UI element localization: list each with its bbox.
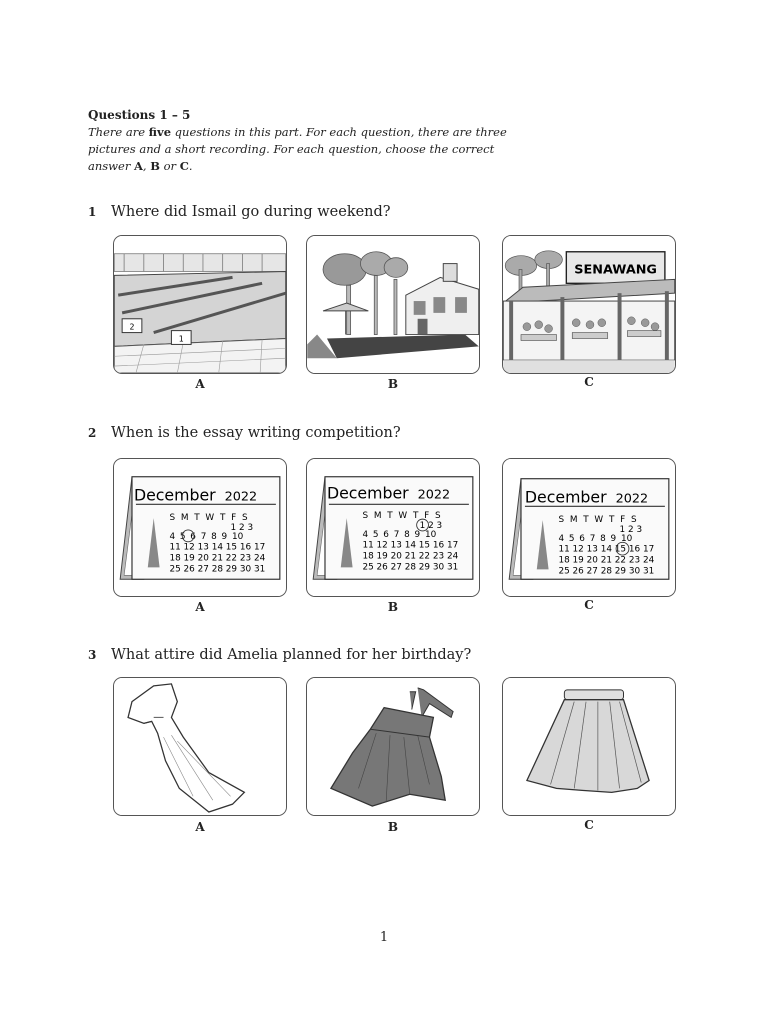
q3-option-b-picture[interactable] bbox=[306, 677, 480, 816]
desk-calendar-icon bbox=[503, 459, 675, 596]
calendar-month: December bbox=[326, 483, 409, 503]
lane-marker-1: 1 bbox=[178, 334, 184, 344]
q2-label-c: C bbox=[584, 598, 594, 612]
calendar-year: 2022 bbox=[615, 491, 649, 507]
calendar-row-1: 1 2 3 bbox=[619, 524, 643, 535]
q2-option-a-picture[interactable] bbox=[113, 458, 287, 597]
calendar-month: December bbox=[524, 487, 607, 507]
question-text: When is the essay writing competition? bbox=[111, 425, 401, 441]
calendar-row-4: 18 19 20 21 22 23 24 bbox=[169, 553, 266, 564]
q3-label-a: A bbox=[195, 820, 205, 834]
q2-label-a: A bbox=[195, 600, 205, 614]
calendar-row-3: 11 12 13 14 15 16 17 bbox=[169, 542, 266, 553]
restaurant-sign-text: SENAWANG bbox=[574, 262, 657, 278]
calendar-row-5: 25 26 27 28 29 30 31 bbox=[362, 562, 459, 573]
q2-label-b: B bbox=[387, 600, 399, 614]
desk-calendar-icon bbox=[114, 459, 286, 596]
skirt-icon bbox=[503, 678, 675, 815]
q1-option-a-picture[interactable] bbox=[113, 235, 287, 374]
section-instructions bbox=[88, 124, 528, 175]
lane-marker-2: 2 bbox=[129, 322, 135, 332]
calendar-row-2: 4 5 6 7 8 9 10 bbox=[558, 533, 633, 544]
instr-text-4: or bbox=[159, 159, 180, 173]
instr-text-2: questions in this part. For each question, there are three pictures and a short recording. For each question, choose the correct answer bbox=[88, 125, 507, 173]
question-2 bbox=[88, 425, 688, 441]
restaurant-building-icon bbox=[503, 236, 675, 373]
question-3 bbox=[88, 647, 688, 663]
swimming-pool-icon bbox=[114, 236, 286, 373]
q2-option-c-picture[interactable] bbox=[502, 458, 676, 597]
calendar-year: 2022 bbox=[417, 487, 451, 503]
instr-text-3: , bbox=[142, 159, 151, 173]
long-dress-icon bbox=[114, 678, 286, 815]
page-number: 1 bbox=[379, 930, 389, 945]
q3-label-c: C bbox=[584, 818, 594, 832]
q3-option-a-picture[interactable] bbox=[113, 677, 287, 816]
calendar-row-5: 25 26 27 28 29 30 31 bbox=[558, 566, 655, 577]
instr-text-5: . bbox=[188, 159, 193, 173]
calendar-days-header: S M T W T F S bbox=[558, 515, 639, 526]
q2-option-b-picture[interactable] bbox=[306, 458, 480, 597]
calendar-row-4: 18 19 20 21 22 23 24 bbox=[362, 551, 459, 562]
calendar-month: December bbox=[133, 485, 216, 505]
section-heading: Questions 1 – 5 bbox=[88, 108, 191, 122]
instr-text-1: There are bbox=[88, 125, 149, 139]
calendar-row-3: 11 12 13 14 15 16 17 bbox=[362, 540, 459, 551]
question-text: What attire did Amelia planned for her birthday? bbox=[111, 647, 472, 663]
calendar-row-1: 1 2 3 bbox=[230, 522, 254, 533]
question-number: 2 bbox=[88, 426, 97, 440]
instr-option-c: C bbox=[179, 159, 189, 173]
pinafore-dress-icon bbox=[307, 678, 479, 815]
question-1 bbox=[88, 204, 688, 220]
q1-label-c: C bbox=[584, 375, 594, 389]
calendar-row-1: 1 2 3 bbox=[419, 520, 443, 531]
question-number: 3 bbox=[88, 648, 97, 662]
q1-label-a: A bbox=[195, 377, 205, 391]
section-intro bbox=[88, 108, 528, 175]
question-text: Where did Ismail go during weekend? bbox=[111, 204, 391, 220]
calendar-row-3: 11 12 13 14 15 16 17 bbox=[558, 544, 655, 555]
calendar-year: 2022 bbox=[224, 489, 258, 505]
desk-calendar-icon bbox=[307, 459, 479, 596]
instr-bold-five: five bbox=[148, 125, 172, 139]
q3-option-c-picture[interactable] bbox=[502, 677, 676, 816]
calendar-row-5: 25 26 27 28 29 30 31 bbox=[169, 564, 266, 575]
instr-option-b: B bbox=[150, 159, 160, 173]
calendar-row-4: 18 19 20 21 22 23 24 bbox=[558, 555, 655, 566]
calendar-days-header: S M T W T F S bbox=[169, 513, 250, 524]
q1-option-b-picture[interactable] bbox=[306, 235, 480, 374]
instr-option-a: A bbox=[133, 159, 143, 173]
calendar-days-header: S M T W T F S bbox=[362, 511, 443, 522]
question-number: 1 bbox=[88, 205, 97, 219]
resort-house-icon bbox=[307, 236, 479, 373]
q1-label-b: B bbox=[387, 377, 399, 391]
calendar-row-2: 4 5 6 7 8 9 10 bbox=[362, 529, 437, 540]
q1-option-c-picture[interactable] bbox=[502, 235, 676, 374]
calendar-row-2: 4 5 6 7 8 9 10 bbox=[169, 531, 244, 542]
q3-label-b: B bbox=[387, 820, 399, 834]
